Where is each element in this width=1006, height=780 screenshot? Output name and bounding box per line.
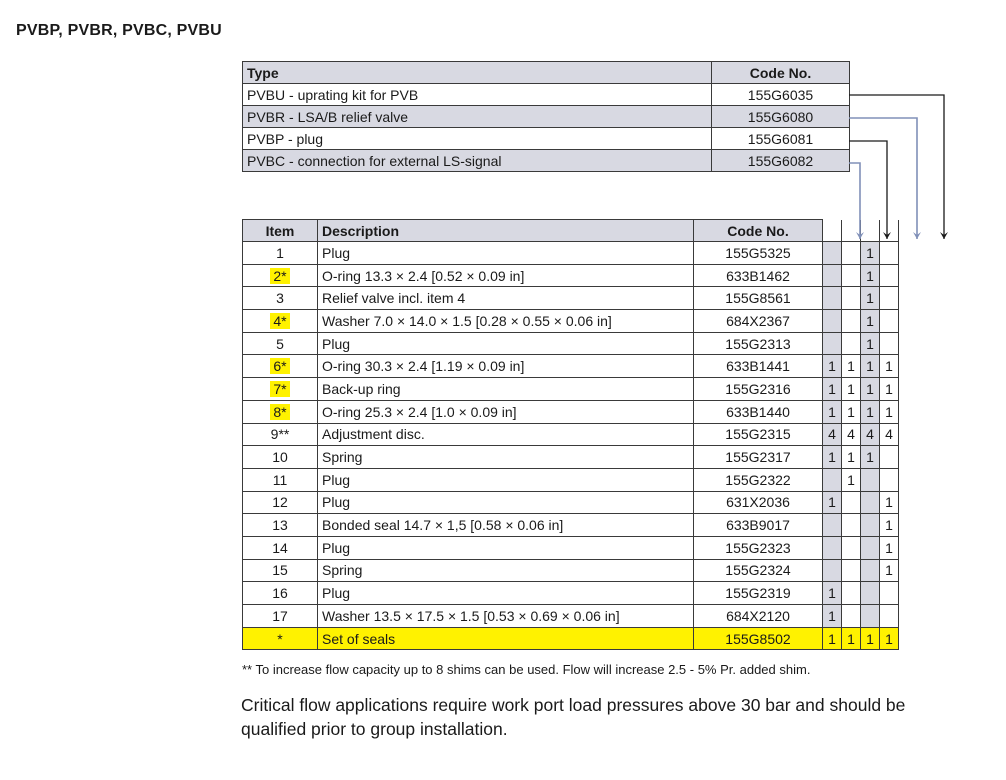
qty-pvbr: 1: [861, 242, 880, 265]
qty-pvbc: 4: [823, 423, 842, 446]
item-code: 155G2323: [694, 536, 823, 559]
item-code: 155G2324: [694, 559, 823, 582]
qty-pvbp: 1: [842, 627, 861, 650]
item-description: Plug: [318, 468, 694, 491]
page-title: PVBP, PVBR, PVBC, PVBU: [16, 22, 222, 39]
qty-pvbu: 1: [880, 536, 899, 559]
connector-pvbp: [849, 141, 887, 239]
item-number-label: 3: [276, 290, 284, 307]
item-description: Plug: [318, 332, 694, 355]
item-number-label: 13: [272, 517, 288, 534]
item-code: 155G8561: [694, 287, 823, 310]
qty-pvbp: 1: [842, 400, 861, 423]
qty-pvbr: 1: [861, 264, 880, 287]
item-number-label: 7*: [270, 381, 289, 397]
item-code: 155G5325: [694, 242, 823, 265]
qty-pvbu: 1: [880, 378, 899, 401]
item-number-label: 14: [272, 539, 288, 556]
connector-pvbu: [849, 95, 944, 239]
item-number-label: 6*: [270, 358, 289, 374]
qty-pvbr: 1: [861, 446, 880, 469]
qty-pvbr: 1: [861, 287, 880, 310]
qty-pvbu: 1: [880, 355, 899, 378]
item-code: 633B1462: [694, 264, 823, 287]
item-description: Plug: [318, 582, 694, 605]
item-number-label: 11: [272, 471, 288, 488]
item-description: Back-up ring: [318, 378, 694, 401]
item-code: 155G2316: [694, 378, 823, 401]
item-description: Set of seals: [318, 627, 694, 650]
type-name: PVBC - connection for external LS-signal: [243, 150, 712, 172]
qty-pvbr: 1: [861, 355, 880, 378]
item-description: O-ring 30.3 × 2.4 [1.19 × 0.09 in]: [318, 355, 694, 378]
item-code: 633B9017: [694, 514, 823, 537]
qty-pvbc: 1: [823, 446, 842, 469]
item-description: O-ring 25.3 × 2.4 [1.0 × 0.09 in]: [318, 400, 694, 423]
item-description: Plug: [318, 242, 694, 265]
item-description: Bonded seal 14.7 × 1,5 [0.58 × 0.06 in]: [318, 514, 694, 537]
item-description: Adjustment disc.: [318, 423, 694, 446]
type-header: Type: [243, 62, 712, 84]
type-name: PVBP - plug: [243, 128, 712, 150]
item-number-label: 5: [276, 335, 284, 352]
item-code: 155G8502: [694, 627, 823, 650]
qty-pvbc: 1: [823, 400, 842, 423]
item-number-label: 10: [272, 449, 288, 466]
item-code: 631X2036: [694, 491, 823, 514]
qty-pvbr: 1: [861, 310, 880, 333]
qty-pvbc: 1: [823, 378, 842, 401]
item-number-label: *: [277, 630, 283, 647]
item-code: 155G2317: [694, 446, 823, 469]
item-description: Plug: [318, 536, 694, 559]
item-code: 633B1440: [694, 400, 823, 423]
item-number-label: 8*: [270, 404, 289, 420]
item-code: 155G2319: [694, 582, 823, 605]
footnote: ** To increase flow capacity up to 8 shims can be used. Flow will increase 2.5 - 5% Pr. added shim.: [242, 662, 811, 677]
item-code: 684X2367: [694, 310, 823, 333]
item-code: 633B1441: [694, 355, 823, 378]
item-number-label: 1: [276, 244, 284, 261]
qty-pvbc: 1: [823, 355, 842, 378]
qty-pvbr: 1: [861, 627, 880, 650]
type-code: 155G6082: [712, 150, 850, 172]
qty-pvbr: 1: [861, 332, 880, 355]
item-number-label: 16: [272, 585, 288, 602]
code-header: Code No.: [712, 62, 850, 84]
type-name: PVBU - uprating kit for PVB: [243, 84, 712, 106]
item-description: Washer 13.5 × 17.5 × 1.5 [0.53 × 0.69 × 0.06 in]: [318, 605, 694, 628]
type-name: PVBR - LSA/B relief valve: [243, 106, 712, 128]
qty-pvbu: 1: [880, 514, 899, 537]
item-number-label: 9**: [270, 426, 290, 443]
connector-pvbc: [849, 163, 860, 239]
qty-pvbp: 4: [842, 423, 861, 446]
item-header: Item: [243, 220, 318, 242]
qty-pvbu: 1: [880, 400, 899, 423]
item-number-label: 4*: [270, 313, 289, 329]
qty-pvbu: 1: [880, 627, 899, 650]
item-description: O-ring 13.3 × 2.4 [0.52 × 0.09 in]: [318, 264, 694, 287]
qty-pvbp: 1: [842, 468, 861, 491]
item-code: 684X2120: [694, 605, 823, 628]
item-code: 155G2315: [694, 423, 823, 446]
description-header: Description: [318, 220, 694, 242]
item-code: 155G2322: [694, 468, 823, 491]
type-code: 155G6080: [712, 106, 850, 128]
qty-pvbc: 1: [823, 627, 842, 650]
qty-pvbu: 1: [880, 491, 899, 514]
qty-pvbr: 4: [861, 423, 880, 446]
item-description: Washer 7.0 × 14.0 × 1.5 [0.28 × 0.55 × 0.06 in]: [318, 310, 694, 333]
item-number-label: 15: [272, 562, 288, 579]
code-header: Code No.: [694, 220, 823, 242]
type-code: 155G6081: [712, 128, 850, 150]
item-description: Spring: [318, 446, 694, 469]
qty-pvbc: 1: [823, 605, 842, 628]
qty-pvbp: 1: [842, 446, 861, 469]
qty-pvbp: 1: [842, 355, 861, 378]
application-note: Critical flow applications require work port load pressures above 30 bar and should be qualified prior to group installation.: [241, 695, 906, 739]
item-number-label: 12: [272, 494, 288, 511]
qty-pvbu: 1: [880, 559, 899, 582]
qty-pvbc: 1: [823, 582, 842, 605]
item-description: Spring: [318, 559, 694, 582]
qty-pvbr: 1: [861, 378, 880, 401]
qty-pvbc: 1: [823, 491, 842, 514]
item-description: Plug: [318, 491, 694, 514]
qty-pvbu: 4: [880, 423, 899, 446]
type-code: 155G6035: [712, 84, 850, 106]
item-description: Relief valve incl. item 4: [318, 287, 694, 310]
qty-pvbp: 1: [842, 378, 861, 401]
item-number-label: 17: [272, 607, 288, 624]
item-number-label: 2*: [270, 268, 289, 284]
qty-pvbr: 1: [861, 400, 880, 423]
item-code: 155G2313: [694, 332, 823, 355]
